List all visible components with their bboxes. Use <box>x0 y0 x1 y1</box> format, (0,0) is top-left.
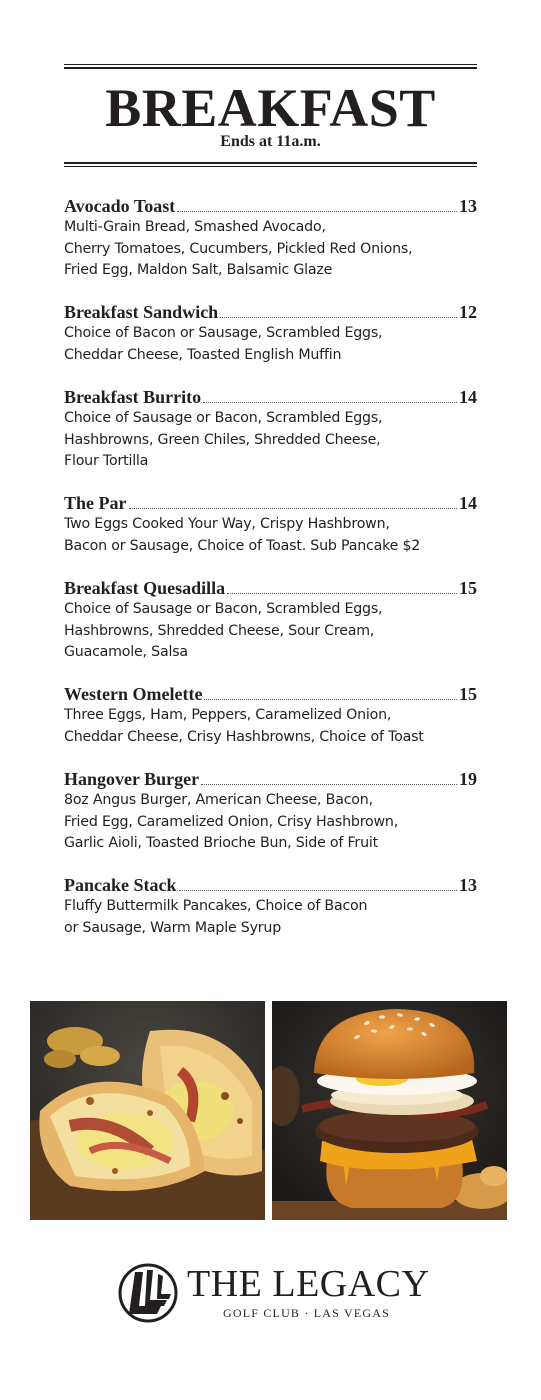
item-description: Choice of Sausage or Bacon, Scrambled Eggs, Hashbrowns, Shredded Cheese, Sour Cream, Guacamole, Salsa <box>64 601 383 660</box>
dot-leader <box>129 508 458 509</box>
item-price: 15 <box>459 684 477 704</box>
item-name: The Par <box>64 493 127 513</box>
quesadilla-photo <box>30 1001 265 1220</box>
dot-leader <box>177 211 457 212</box>
item-name: Pancake Stack <box>64 875 177 895</box>
dot-leader <box>220 317 457 318</box>
menu-item <box>64 683 477 748</box>
item-price: 13 <box>459 875 477 895</box>
header-rule-top <box>64 64 477 65</box>
item-price: 15 <box>459 578 477 598</box>
item-description: Choice of Bacon or Sausage, Scrambled Eggs, Cheddar Cheese, Toasted English Muffin <box>64 325 383 363</box>
burger-photo <box>272 1001 507 1220</box>
menu-item <box>64 386 477 473</box>
menu-item <box>64 301 477 366</box>
header-rule-bottom <box>64 166 477 167</box>
item-description: 8oz Angus Burger, American Cheese, Bacon, Fried Egg, Caramelized Onion, Crisy Hashbrown, Garlic Aioli, Toasted Brioche Bun, Side of Fruit <box>64 792 399 851</box>
item-name: Hangover Burger <box>64 769 200 789</box>
legacy-emblem-icon <box>117 1262 179 1324</box>
item-name: Breakfast Sandwich <box>64 302 219 322</box>
brand-tagline: GOLF CLUB · LAS VEGAS <box>223 1306 390 1320</box>
item-price: 12 <box>459 302 477 322</box>
item-name: Western Omelette <box>64 684 203 704</box>
menu-item <box>64 492 477 557</box>
dot-leader <box>201 784 457 785</box>
dot-leader <box>204 699 457 700</box>
item-name: Breakfast Burrito <box>64 387 202 407</box>
item-price: 14 <box>459 387 477 407</box>
menu-title: BREAKFAST <box>105 78 436 138</box>
item-price: 14 <box>459 493 477 513</box>
menu-item <box>64 577 477 664</box>
menu-item <box>64 768 477 855</box>
header-rule-bottom-thick <box>64 162 477 164</box>
header-rule-top-thick <box>64 67 477 69</box>
item-description: Multi-Grain Bread, Smashed Avocado, Cherry Tomatoes, Cucumbers, Pickled Red Onions, Fried Egg, Maldon Salt, Balsamic Glaze <box>64 219 413 278</box>
item-description: Choice of Sausage or Bacon, Scrambled Eggs, Hashbrowns, Green Chiles, Shredded Cheese, Flour Tortilla <box>64 410 383 469</box>
item-name: Avocado Toast <box>64 196 176 216</box>
brand-name: THE LEGACY <box>187 1263 430 1305</box>
item-description: Three Eggs, Ham, Peppers, Caramelized Onion, Cheddar Cheese, Crisy Hashbrowns, Choice of Toast <box>64 707 424 745</box>
dot-leader <box>227 593 457 594</box>
legacy-logo <box>117 1262 430 1326</box>
item-description: Fluffy Buttermilk Pancakes, Choice of Bacon or Sausage, Warm Maple Syrup <box>64 898 368 936</box>
menu-item <box>64 195 477 282</box>
dot-leader <box>203 402 457 403</box>
dot-leader <box>179 890 458 891</box>
item-name: Breakfast Quesadilla <box>64 578 226 598</box>
menu-subtitle: Ends at 11a.m. <box>220 133 321 150</box>
menu-item <box>64 874 477 939</box>
item-description: Two Eggs Cooked Your Way, Crispy Hashbrown, Bacon or Sausage, Choice of Toast. Sub Pancake $2 <box>64 516 421 554</box>
item-price: 19 <box>459 769 477 789</box>
item-price: 13 <box>459 196 477 216</box>
